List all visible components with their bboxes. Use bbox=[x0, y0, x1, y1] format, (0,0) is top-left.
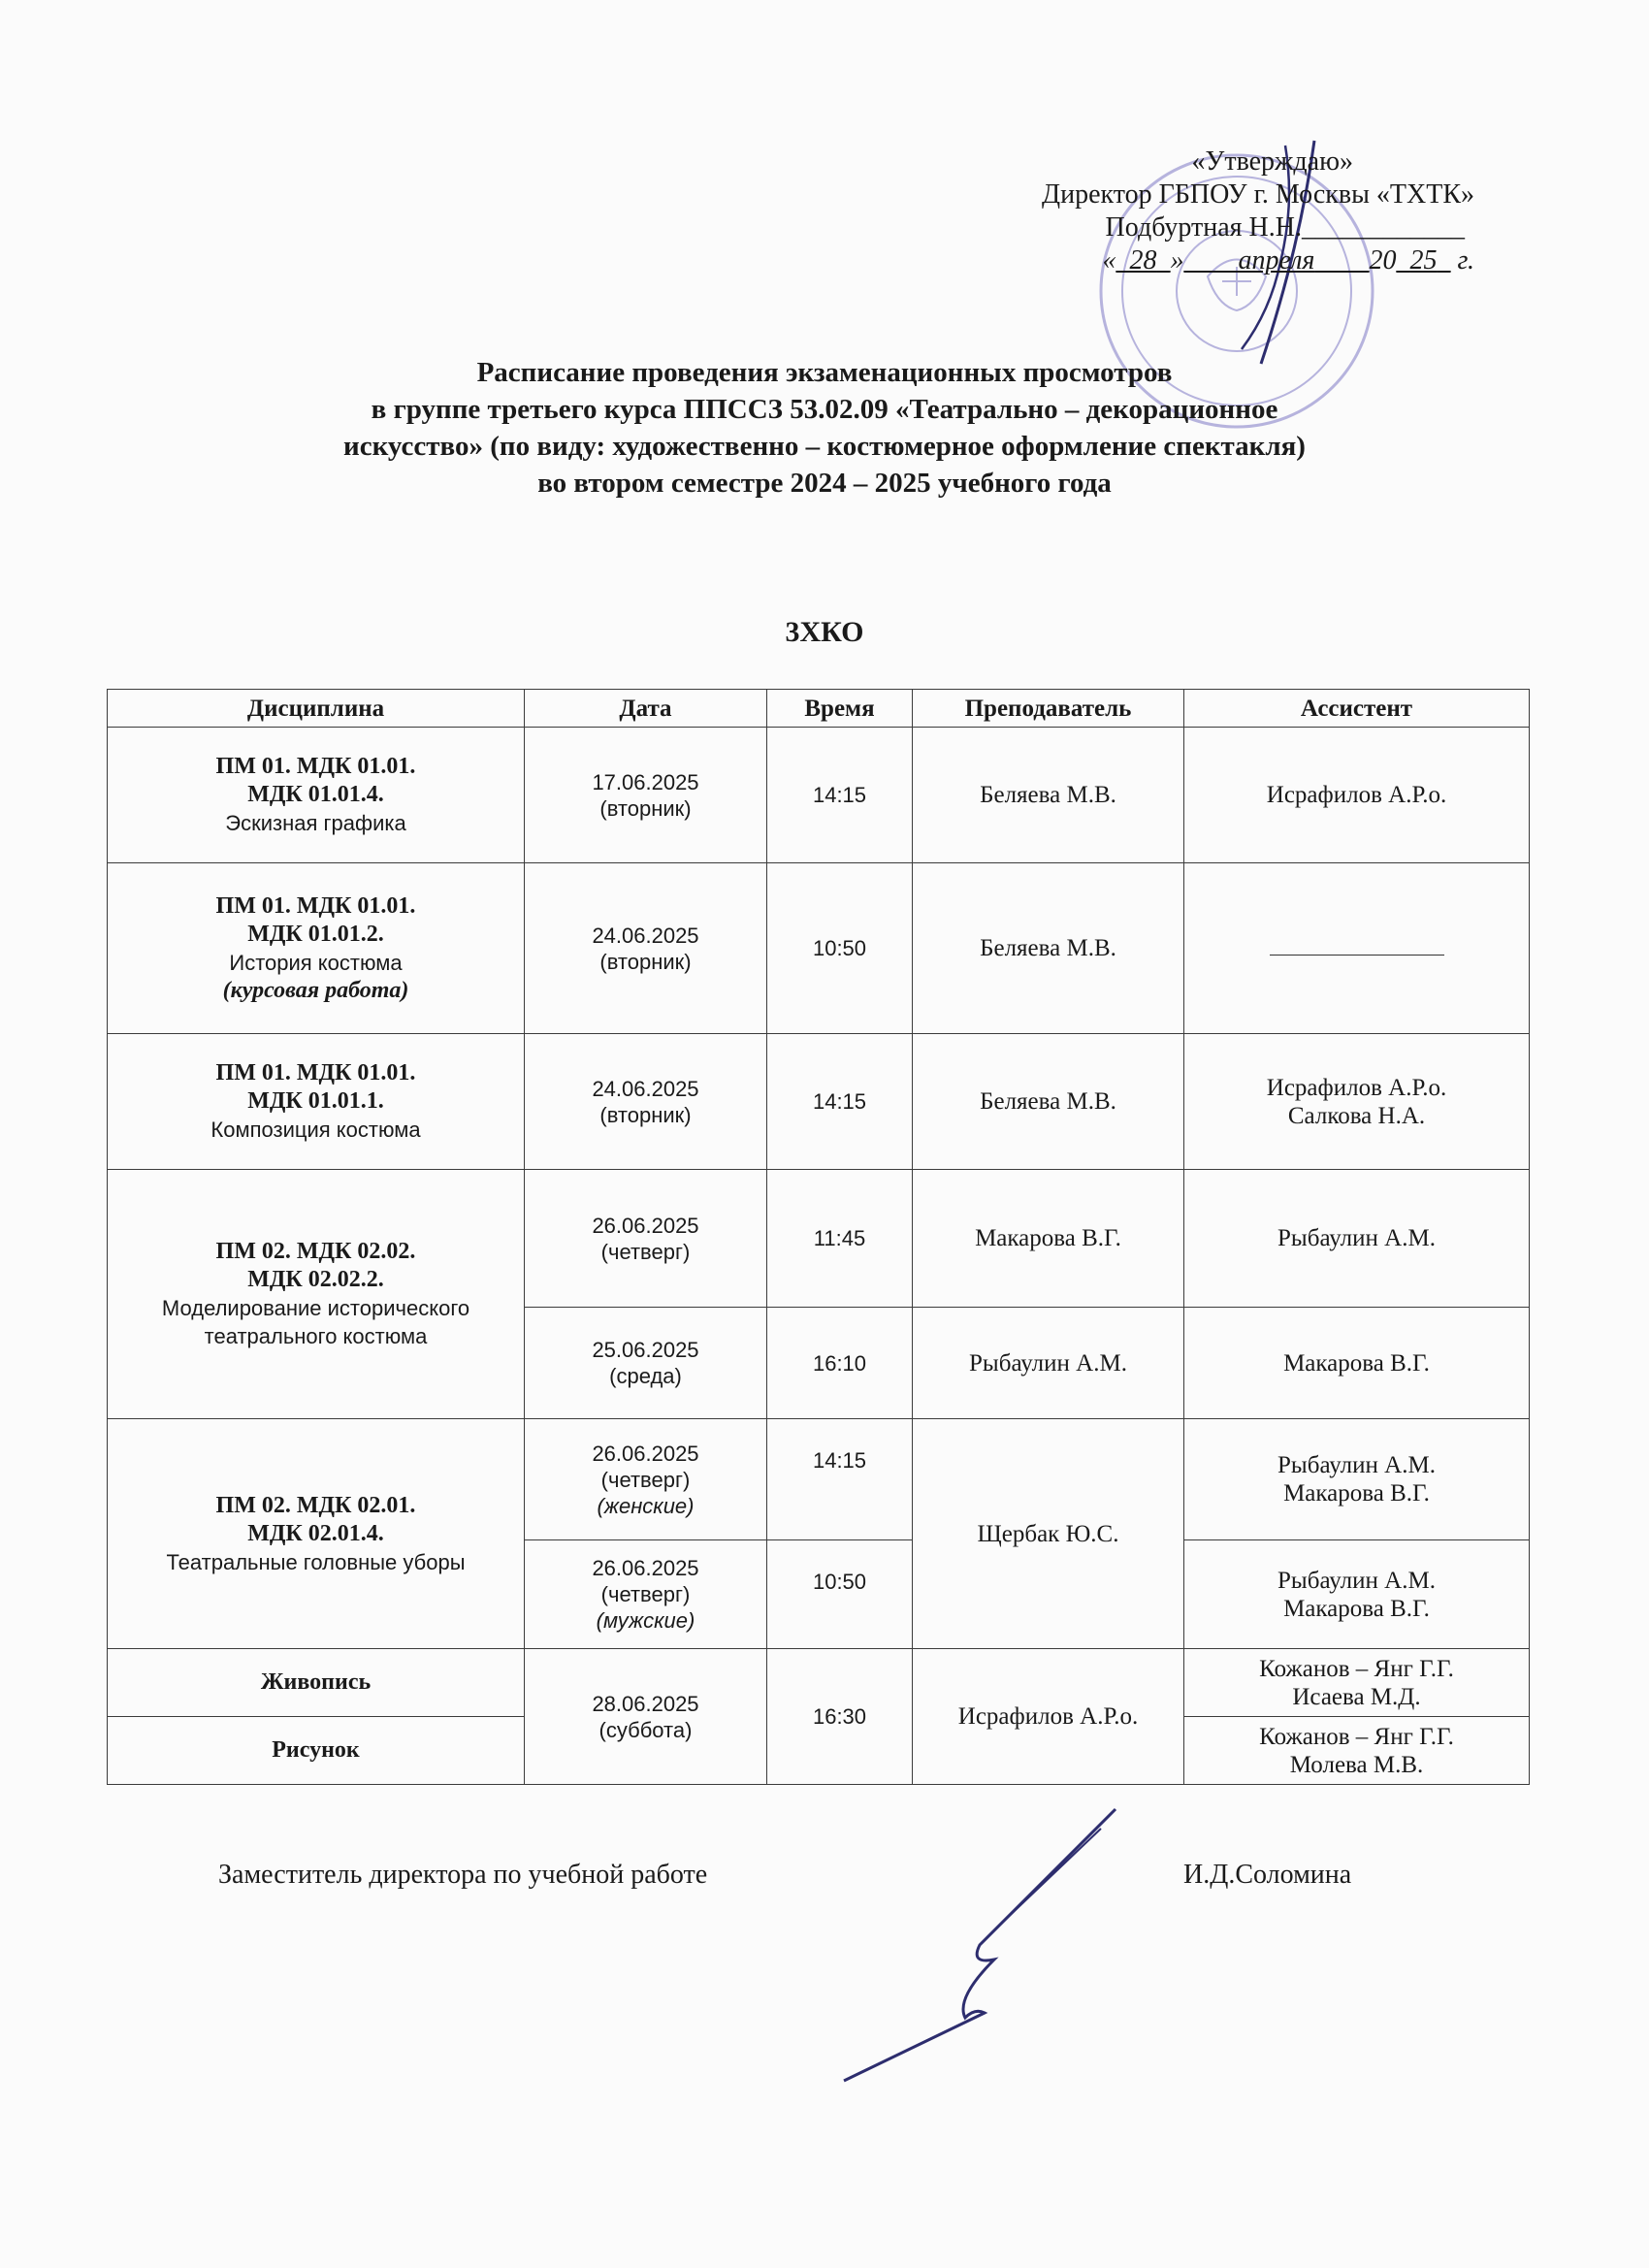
handwritten-signature bbox=[834, 1799, 1164, 2090]
assistant-cell bbox=[1184, 1540, 1530, 1649]
col-header-discipline: Дисциплина bbox=[108, 690, 525, 728]
discipline-cell bbox=[108, 1034, 525, 1170]
col-header-teacher: Преподаватель bbox=[913, 690, 1184, 728]
exam-weekday: (четверг) bbox=[600, 1239, 691, 1264]
discipline-code: МДК 01.01.4. bbox=[247, 782, 384, 807]
date-cell bbox=[525, 1649, 767, 1785]
discipline-code: МДК 01.01.1. bbox=[247, 1088, 384, 1114]
discipline-cell bbox=[108, 863, 525, 1034]
col-header-date: Дата bbox=[525, 690, 767, 728]
footer-position: Заместитель директора по учебной работе bbox=[218, 1860, 708, 1890]
session-note: (женские) bbox=[597, 1493, 695, 1518]
document-title bbox=[0, 354, 1649, 502]
table-row bbox=[108, 1419, 1530, 1540]
time-cell: 16:10 bbox=[767, 1308, 913, 1419]
approval-date: «_28_»____апреля____20_25_ г. bbox=[1102, 245, 1474, 275]
discipline-note: (курсовая работа) bbox=[222, 977, 409, 1003]
col-header-time: Время bbox=[767, 690, 913, 728]
teacher-cell: Макарова В.Г. bbox=[913, 1170, 1184, 1308]
date-cell bbox=[525, 1419, 767, 1540]
assistant-name: Рыбаулин А.М. bbox=[1277, 1452, 1436, 1478]
date-cell bbox=[525, 1034, 767, 1170]
assistant-name: Кожанов – Янг Г.Г. bbox=[1259, 1723, 1454, 1750]
empty-assistant-dash bbox=[1270, 943, 1444, 956]
assistant-name: Макарова В.Г. bbox=[1283, 1480, 1430, 1507]
time-cell: 10:50 bbox=[767, 1540, 913, 1649]
discipline-module: ПМ 01. МДК 01.01. bbox=[215, 754, 416, 779]
title-line-4: во втором семестре 2024 – 2025 учебного года bbox=[537, 468, 1112, 499]
time-cell: 16:30 bbox=[767, 1649, 913, 1785]
discipline-code: МДК 02.01.4. bbox=[247, 1520, 384, 1546]
assistant-name: Макарова В.Г. bbox=[1283, 1595, 1430, 1622]
time-cell: 14:15 bbox=[767, 1419, 913, 1540]
discipline-code: МДК 01.01.2. bbox=[247, 921, 384, 947]
assistant-cell: Исрафилов А.Р.о. bbox=[1184, 728, 1530, 863]
exam-weekday: (вторник) bbox=[599, 795, 692, 821]
date-cell bbox=[525, 728, 767, 863]
date-cell bbox=[525, 1540, 767, 1649]
session-note: (мужские) bbox=[596, 1608, 695, 1633]
title-line-3: искусство» (по виду: художественно – костюмерное оформление спектакля) bbox=[343, 431, 1306, 462]
exam-date: 26.06.2025 bbox=[592, 1441, 699, 1466]
discipline-cell bbox=[108, 728, 525, 863]
exam-weekday: (четверг) bbox=[600, 1467, 691, 1492]
discipline-cell bbox=[108, 1419, 525, 1649]
assistant-name: Кожанов – Янг Г.Г. bbox=[1259, 1655, 1454, 1682]
assistant-cell bbox=[1184, 863, 1530, 1034]
teacher-cell: Рыбаулин А.М. bbox=[913, 1308, 1184, 1419]
discipline-module: ПМ 02. МДК 02.02. bbox=[215, 1239, 416, 1264]
exam-date: 24.06.2025 bbox=[592, 1076, 699, 1101]
time-cell: 14:15 bbox=[767, 1034, 913, 1170]
teacher-cell: Беляева М.В. bbox=[913, 728, 1184, 863]
teacher-cell: Исрафилов А.Р.о. bbox=[913, 1649, 1184, 1785]
approval-director: Директор ГБПОУ г. Москвы «ТХТК» bbox=[1042, 179, 1474, 210]
title-line-1: Расписание проведения экзаменационных просмотров bbox=[476, 357, 1173, 388]
assistant-cell bbox=[1184, 1034, 1530, 1170]
date-cell bbox=[525, 1170, 767, 1308]
table-row bbox=[108, 1649, 1530, 1717]
assistant-name: Исаева М.Д. bbox=[1292, 1683, 1421, 1710]
assistant-name: Молева М.В. bbox=[1289, 1751, 1424, 1778]
exam-weekday: (среда) bbox=[609, 1364, 682, 1388]
teacher-cell: Щербак Ю.С. bbox=[913, 1419, 1184, 1649]
assistant-name: Исрафилов А.Р.о. bbox=[1266, 1074, 1447, 1101]
exam-schedule-table bbox=[107, 689, 1530, 1785]
discipline-cell bbox=[108, 1717, 525, 1785]
group-code: 3ХКО bbox=[785, 616, 864, 648]
approval-signatory: Подбуртная Н.Н.____________ bbox=[1105, 212, 1465, 243]
discipline-cell bbox=[108, 1649, 525, 1717]
footer-name: И.Д.Соломина bbox=[1183, 1860, 1352, 1890]
teacher-cell: Беляева М.В. bbox=[913, 1034, 1184, 1170]
discipline-cell bbox=[108, 1170, 525, 1419]
time-cell: 10:50 bbox=[767, 863, 913, 1034]
discipline-name: Композиция костюма bbox=[210, 1118, 421, 1142]
discipline-module: ПМ 01. МДК 01.01. bbox=[215, 892, 416, 919]
time-cell: 11:45 bbox=[767, 1170, 913, 1308]
assistant-cell bbox=[1184, 1717, 1530, 1785]
table-row bbox=[108, 863, 1530, 1034]
exam-weekday: (суббота) bbox=[598, 1717, 693, 1742]
approval-heading: «Утверждаю» bbox=[1191, 146, 1353, 177]
assistant-cell bbox=[1184, 1649, 1530, 1717]
assistant-name: Рыбаулин А.М. bbox=[1277, 1567, 1436, 1594]
exam-date: 17.06.2025 bbox=[592, 769, 699, 794]
assistant-cell: Рыбаулин А.М. bbox=[1184, 1170, 1530, 1308]
discipline-name: Рисунок bbox=[272, 1737, 360, 1763]
table-row bbox=[108, 1170, 1530, 1308]
exam-date: 25.06.2025 bbox=[592, 1338, 699, 1362]
exam-weekday: (четверг) bbox=[600, 1582, 691, 1606]
discipline-name: Эскизная графика bbox=[225, 811, 406, 835]
discipline-module: ПМ 01. МДК 01.01. bbox=[215, 1060, 416, 1085]
date-cell bbox=[525, 863, 767, 1034]
date-cell bbox=[525, 1308, 767, 1419]
exam-date: 24.06.2025 bbox=[592, 923, 699, 948]
table-row bbox=[108, 728, 1530, 863]
discipline-name: Моделирование исторического театрального костюма bbox=[161, 1296, 470, 1348]
exam-date: 26.06.2025 bbox=[592, 1213, 699, 1238]
table-row bbox=[108, 1034, 1530, 1170]
teacher-cell: Беляева М.В. bbox=[913, 863, 1184, 1034]
title-line-2: в группе третьего курса ППССЗ 53.02.09 «Театрально – декорационное bbox=[371, 394, 1278, 425]
assistant-name: Салкова Н.А. bbox=[1287, 1102, 1426, 1129]
exam-weekday: (вторник) bbox=[599, 1102, 692, 1127]
table-header-row bbox=[108, 690, 1530, 728]
discipline-code: МДК 02.02.2. bbox=[247, 1267, 384, 1292]
approval-block bbox=[873, 146, 1474, 277]
discipline-module: ПМ 02. МДК 02.01. bbox=[215, 1492, 416, 1518]
time-cell: 14:15 bbox=[767, 728, 913, 863]
discipline-name: История костюма bbox=[229, 950, 403, 975]
discipline-name: Театральные головные уборы bbox=[166, 1549, 466, 1574]
assistant-cell bbox=[1184, 1419, 1530, 1540]
exam-date: 26.06.2025 bbox=[592, 1556, 699, 1580]
exam-date: 28.06.2025 bbox=[592, 1691, 699, 1716]
col-header-assistant: Ассистент bbox=[1184, 690, 1530, 728]
exam-weekday: (вторник) bbox=[599, 949, 692, 974]
assistant-cell: Макарова В.Г. bbox=[1184, 1308, 1530, 1419]
discipline-name: Живопись bbox=[260, 1669, 372, 1695]
